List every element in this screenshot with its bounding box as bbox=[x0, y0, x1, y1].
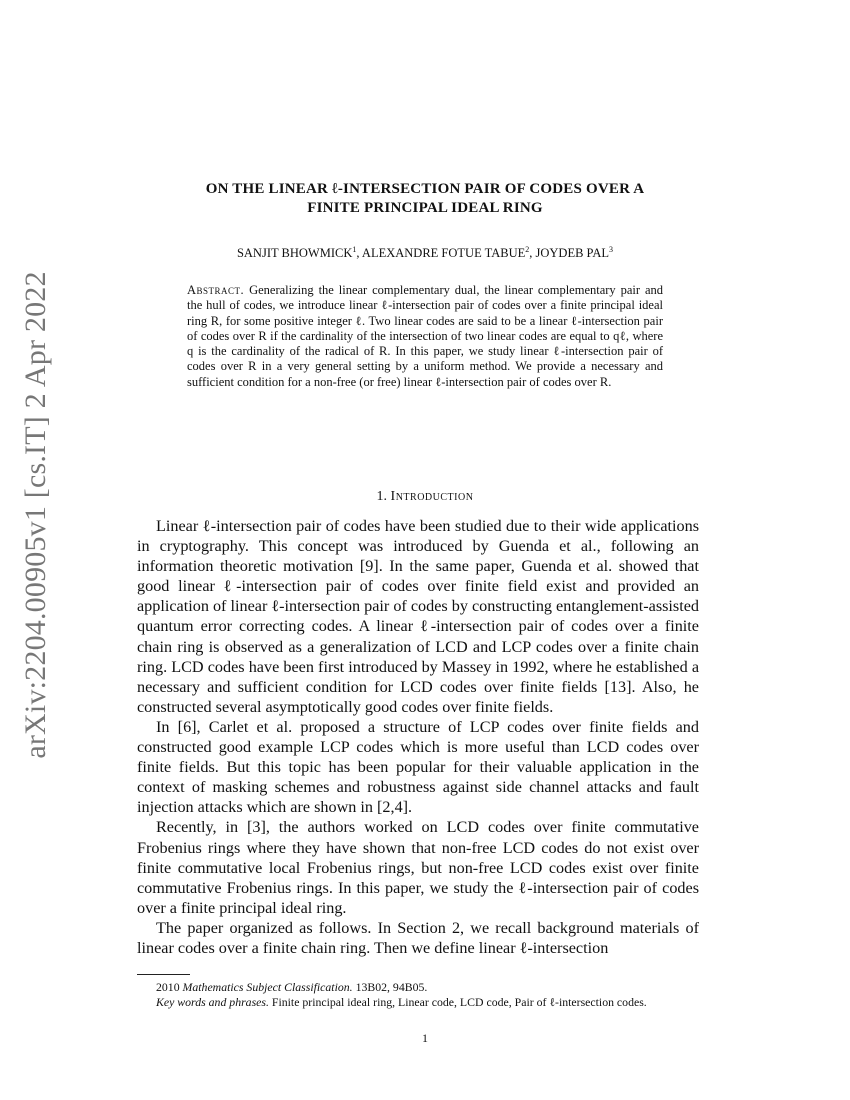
keywords-footnote bbox=[137, 995, 699, 1010]
abstract-text: Generalizing the linear complementary dual, the linear complementary pair and the hull of codes, we introduce linear ℓ-intersection pair of codes over a finite principal ideal ring R, for some positive integer ℓ. Two linear codes are said to be a linear ℓ-intersection pair of codes over R if the cardinality of the intersection of two linear codes are equal to qℓ, where q is the cardinality of the radical of R. In this paper, we study linear ℓ-intersection pair of codes over R in a very general setting by a uniform method. We provide a necessary and sufficient condition for a non-free (or free) linear ℓ-intersection pair of codes over R. bbox=[187, 283, 663, 389]
section-title: Introduction bbox=[390, 489, 474, 504]
msc-footnote bbox=[137, 980, 699, 995]
paragraph-3: Recently, in [3], the authors worked on LCD codes over finite commutative Frobenius rings where they have shown that non-free LCD codes do not exist over finite commutative local Frobenius rings, but non-free LCD codes exist over finite commutative Frobenius rings. In this paper, we study the ℓ-intersection pair of codes over a finite principal ideal ring. bbox=[137, 818, 699, 917]
page-number: 1 bbox=[422, 1031, 428, 1045]
author-1: SANJIT BHOWMICK bbox=[236, 246, 353, 261]
keywords-text: Finite principal ideal ring, Linear code, LCD code, Pair of ℓ-intersection codes. bbox=[271, 994, 647, 1009]
affil-2: 2 bbox=[525, 245, 530, 254]
affil-1: 1 bbox=[352, 245, 357, 254]
title-line-1: ON THE LINEAR ℓ-INTERSECTION PAIR OF CODES OVER A bbox=[205, 181, 645, 197]
arxiv-sidebar-stamp bbox=[16, 271, 56, 759]
abstract bbox=[187, 283, 663, 390]
keywords-label: Key words and phrases. bbox=[156, 994, 269, 1009]
section-heading bbox=[150, 489, 700, 505]
author-list: SANJIT BHOWMICK$^1$, ALEXANDRE FOTUE TABUE$^2$, JOYDEB PAL$^3$ bbox=[236, 245, 614, 261]
msc-codes: 13B02, 94B05. bbox=[355, 980, 428, 994]
arxiv-id: arXiv:2204.00905v1 [cs.IT] 2 Apr 2022 bbox=[19, 271, 52, 759]
msc-label: Mathematics Subject Classification. bbox=[182, 980, 353, 994]
footnotes bbox=[137, 980, 699, 1009]
paragraph-2: In [6], Carlet et al. proposed a structure of LCP codes over finite fields and constructed good example LCP codes which is more useful than LCD codes over finite fields. But this topic has been popular for their valuable application in the context of masking schemes and robustness against side channel attacks and fault injection attacks which are shown in [2,4]. bbox=[137, 717, 699, 817]
author-2: ALEXANDRE FOTUE TABUE bbox=[361, 246, 526, 261]
author-3: JOYDEB PAL bbox=[535, 246, 610, 261]
msc-year: 2010 bbox=[156, 980, 180, 994]
footnote-rule bbox=[137, 974, 190, 975]
affil-3: 3 bbox=[609, 245, 614, 254]
title-line-2: FINITE PRINCIPAL IDEAL RING bbox=[307, 200, 543, 216]
body-text bbox=[137, 516, 699, 958]
paragraph-1: Linear ℓ-intersection pair of codes have been studied due to their wide applications in cryptography. This concept was introduced by Guenda et al., following an information theoretic motivation [9]. In the same paper, Guenda et al. showed that good linear ℓ-intersection pair of codes over finite field exist and provided an application of linear ℓ-intersection pair of codes by constructing entanglement-assisted quantum error correcting codes. A linear ℓ-intersection pair of codes over a finite chain ring is observed as a generalization of LCD and LCP codes over a finite chain ring. LCD codes have been first introduced by Massey in 1992, where he established a necessary and sufficient condition for LCD codes over finite fields [13]. Also, he constructed several asymptotically good codes over finite fields. bbox=[137, 517, 699, 716]
abstract-label: Abstract. bbox=[187, 283, 245, 297]
paper-title bbox=[150, 180, 700, 218]
paragraph-4: The paper organized as follows. In Section 2, we recall background materials of linear codes over a finite chain ring. Then we define linear ℓ-intersection bbox=[137, 918, 699, 957]
section-number: 1. bbox=[376, 489, 388, 504]
